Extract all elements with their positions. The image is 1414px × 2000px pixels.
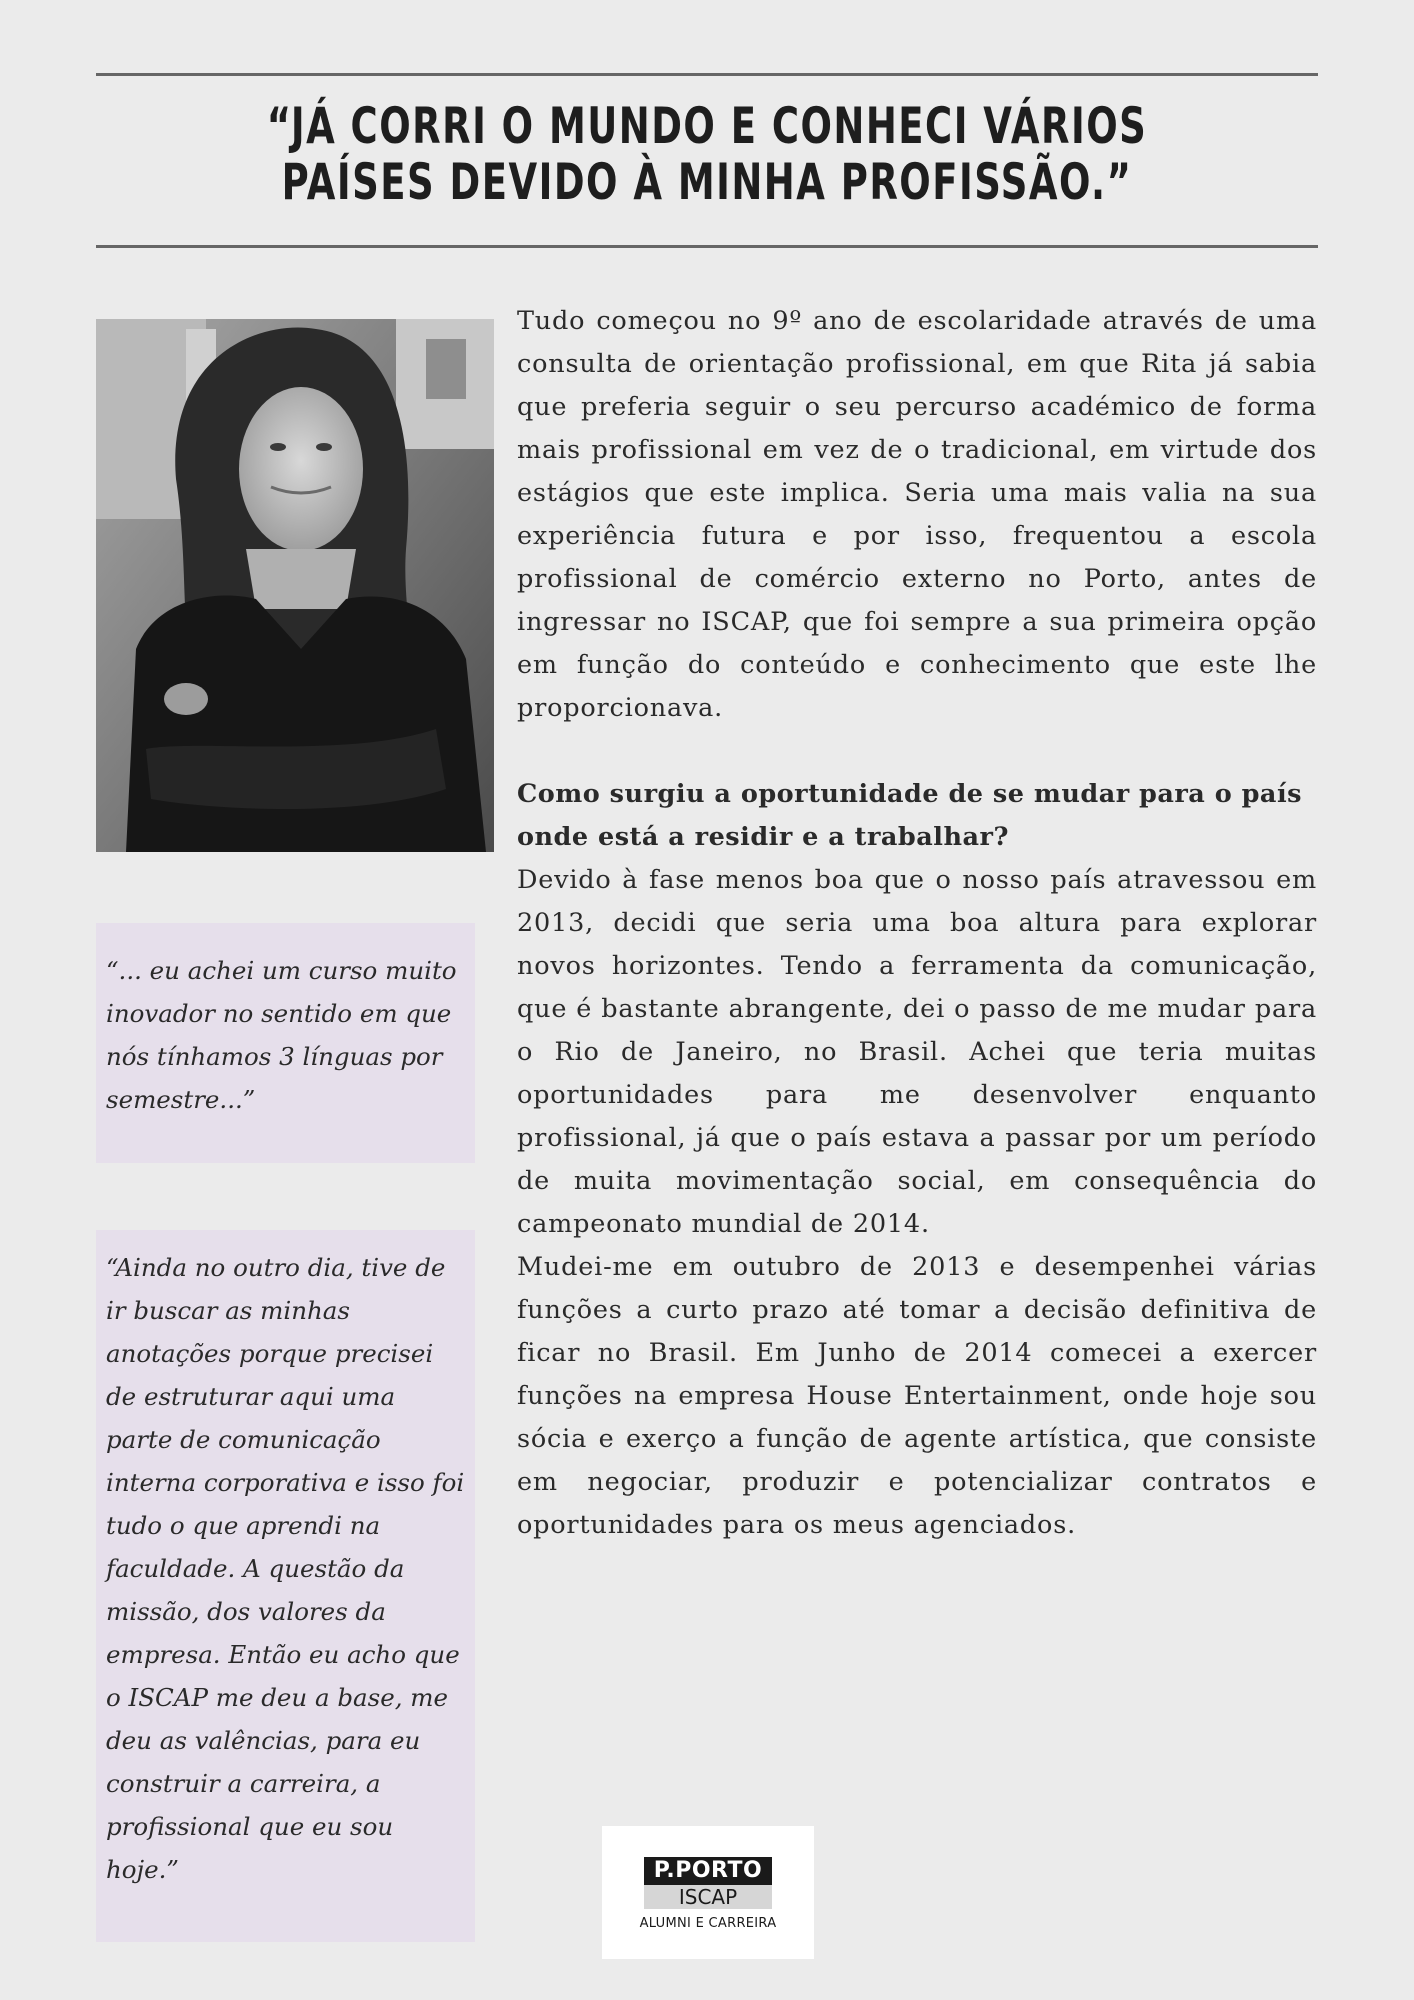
portrait-photo bbox=[96, 319, 494, 852]
answer-paragraph: Mudei-me em outubro de 2013 e desempenhei várias funções a curto prazo até tomar a decisão definitiva de ficar no Brasil. Em Junho de 2014 comecei a exercer funções na empresa House Entertainment, onde hoje sou sócia e exerço a função de agente artística, que consiste em negociar, produzir e potencializar contratos e oportunidades para os meus agenciados. bbox=[517, 1252, 1317, 1540]
pull-quote-box bbox=[96, 1230, 475, 1942]
pporto-iscap-logo bbox=[602, 1826, 814, 1959]
pull-quote-box bbox=[96, 923, 475, 1163]
interview-question: Como surgiu a oportunidade de se mudar para o país onde está a residir e a trabalhar? bbox=[517, 779, 1302, 852]
intro-paragraph: Tudo começou no 9º ano de escolaridade através de uma consulta de orientação profissional, em que Rita já sabia que preferia seguir o seu percurso académico de forma mais profissional em vez de o tradicional, em virtude dos estágios que este implica. Seria uma mais valia na sua experiência futura e por isso, frequentou a escola profissional de comércio externo no Porto, antes de ingressar no ISCAP, que foi sempre a sua primeira opção em função do conteúdo e conhecimento que este lhe proporcionava. bbox=[517, 306, 1317, 723]
logo-pporto-text: P.PORTO bbox=[644, 1857, 772, 1885]
logo-iscap-text: ISCAP bbox=[644, 1885, 772, 1909]
article-body bbox=[517, 300, 1317, 1547]
bottom-rule bbox=[96, 245, 1318, 248]
pull-quote-text: “... eu achei um curso muito inovador no sentido em que nós tínhamos 3 línguas por semestre...” bbox=[106, 956, 457, 1114]
top-rule bbox=[96, 73, 1318, 76]
page-title: “JÁ CORRI O MUNDO E CONHECI VÁRIOS PAÍSES DEVIDO À MINHA PROFISSÃO.” bbox=[266, 97, 1148, 211]
answer-paragraph: Devido à fase menos boa que o nosso país atravessou em 2013, decidi que seria uma boa altura para explorar novos horizontes. Tendo a ferramenta da comunicação, que é bastante abrangente, dei o passo de me mudar para o Rio de Janeiro, no Brasil. Achei que teria muitas oportunidades para me desenvolver enquanto profissional, já que o país estava a passar por um período de muita movimentação social, em consequência do campeonato mundial de 2014. bbox=[517, 865, 1317, 1239]
portrait-photo-icon bbox=[96, 319, 494, 852]
pull-quote-text: “Ainda no outro dia, tive de ir buscar as minhas anotações porque precisei de estruturar aqui uma parte de comunicação interna corporativa e isso foi tudo o que aprendi na faculdade. A questão da missão, dos valores da empresa. Então eu acho que o ISCAP me deu a base, me deu as valências, para eu construir a carreira, a profissional que eu sou hoje.” bbox=[106, 1253, 465, 1884]
logo-alumni-text: ALUMNI E CARREIRA bbox=[639, 1916, 777, 1931]
